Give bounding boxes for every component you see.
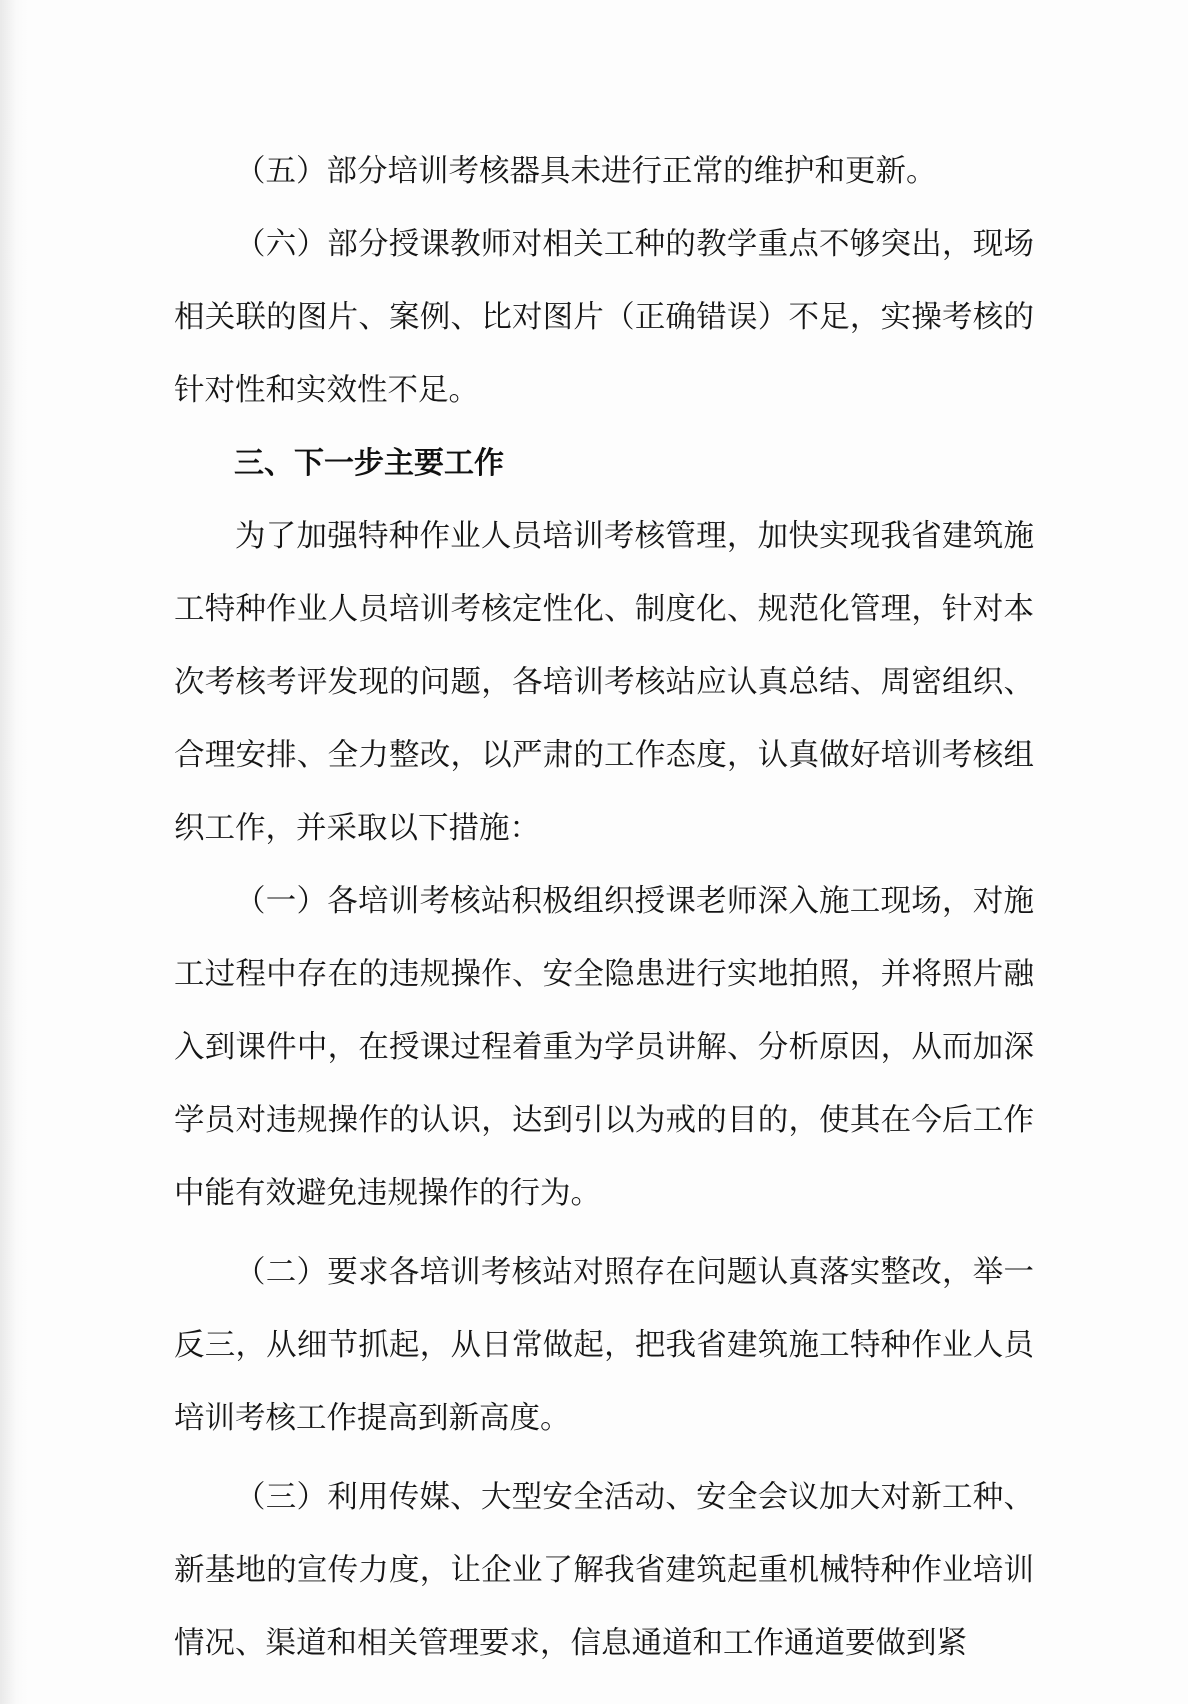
paragraph-item-5: （五）部分培训考核器具未进行正常的维护和更新。 — [235, 154, 937, 189]
section-heading-next-steps: 三、下一步主要工作 — [234, 446, 504, 481]
paragraph-intro: 为了加强特种作业人员培训考核管理，加快实现我省建筑施工特种作业人员培训考核定性化、制度化、规范化管理，针对本次考核考评发现的问题，各培训考核站应认真总结、周密组织、合理安排、全力整改，以严肃的工作态度，认真做好培训考核组织工作，并采取以下措施： — [174, 519, 1034, 846]
document-body — [174, 135, 1034, 1680]
paragraph-measure-3: （三）利用传媒、大型安全活动、安全会议加大对新工种、新基地的宣传力度，让企业了解我省建筑起重机械特种作业培训情况、渠道和相关管理要求，信息通道和工作通道要做到紧 — [174, 1480, 1034, 1661]
paragraph-measure-2: （二）要求各培训考核站对照存在问题认真落实整改，举一反三，从细节抓起，从日常做起，把我省建筑施工特种作业人员培训考核工作提高到新高度。 — [174, 1255, 1034, 1436]
scan-edge-shadow — [0, 0, 28, 1704]
paragraph-measure-1: （一）各培训考核站积极组织授课老师深入施工现场，对施工过程中存在的违规操作、安全隐患进行实地拍照，并将照片融入到课件中，在授课过程着重为学员讲解、分析原因，从而加深学员对违规操作的认识，达到引以为戒的目的，使其在今后工作中能有效避免违规操作的行为。 — [174, 884, 1034, 1211]
paragraph-item-6: （六）部分授课教师对相关工种的教学重点不够突出，现场相关联的图片、案例、比对图片（正确错误）不足，实操考核的针对性和实效性不足。 — [174, 227, 1034, 408]
